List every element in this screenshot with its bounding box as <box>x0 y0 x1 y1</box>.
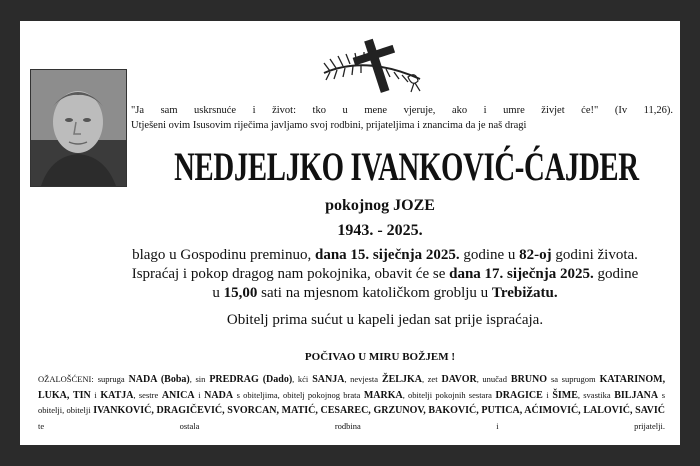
rest-in-peace: POČIVAO U MIRU BOŽJEM ! <box>304 351 456 363</box>
deceased-name: NEDJELJKO IVANKOVIĆ-ĆAJDER <box>174 144 639 189</box>
death-line: blago u Gospodinu preminuo, dana 15. siječnja 2025. godine u 82-oj godini života. <box>132 247 638 263</box>
life-years: 1943. - 2025. <box>337 222 423 239</box>
mourners-list: OŽALOŠĆENI: supruga NADA (Boba), sin PREDRAG (Dado), kći SANJA, nevjesta ŽELJKA, zet DAVOR, unučad BRUNO sa suprugom KATARINOM, LUKA, TIN i KATJA, sestre ANICA i NADA s obiteljima, obitelj pokojnog brata MARKA, obitelji pokojnih sestara DRAGICE i ŠIME, svastika BILJANA s obitelji, obitelji IVANKOVIĆ, DRAGIČEVIĆ, SVORCAN, MATIĆ, CESAREC, GRZUNOV, BAKOVIĆ, PUTICA, AĆIMOVIĆ, LALOVIĆ, SAVIĆ te ostala rodbina i prijatelji. <box>38 374 666 431</box>
bible-quote <box>131 103 673 133</box>
quote-line-2: Utješeni ovim Isusovim riječima javljamo svoj rodbini, prijateljima i znancima da je naš dragi <box>131 120 527 131</box>
funeral-line: Ispraćaj i pokop dragog nam pokojnika, obavit će se dana 17. siječnja 2025. godine u 15,00 sati na mjesnom katoličkom groblju u Trebižatu. <box>131 266 639 301</box>
announcement-body <box>110 246 660 330</box>
obituary-card <box>20 21 680 445</box>
cross-with-palm-icon <box>316 35 428 95</box>
quote-line-1: "Ja sam uskrsnuće i život: tko u mene vjeruje, ako i umre živjet će!" (Iv 11,26). <box>131 105 673 116</box>
father-name: pokojnog JOZE <box>325 197 435 214</box>
deceased-photo <box>30 69 127 187</box>
condolences-line: Obitelj prima sućut u kapeli jedan sat prije ispraćaja. <box>226 312 544 328</box>
